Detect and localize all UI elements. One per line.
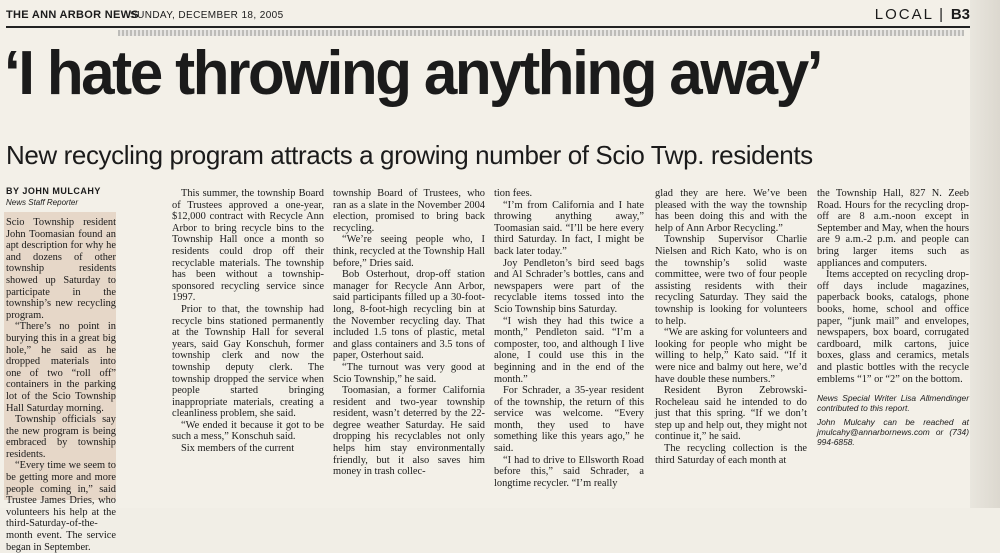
header-rule: [6, 26, 970, 28]
article-column-1: [6, 217, 116, 553]
article-column-6: [817, 188, 969, 447]
headline: ‘I hate throwing anything away’: [4, 39, 822, 108]
paragraph: “I’m from California and I hate throwing anything away,” Toomasian said. “I’ll be here every third Saturday. In fact, I might be back later today.”: [494, 199, 644, 257]
paragraph: the Township Hall, 827 N. Zeeb Road. Hours for the recycling drop-off are 8 a.m.-noon except in September and May, when the hours are 9 a.m.-2 p.m. and people can bring larger items such as appliances and computers.: [817, 188, 969, 269]
page-header: [6, 6, 970, 28]
paragraph: Items accepted on recycling drop-off days include magazines, paperback books, catalogs, phone books, home, school and office paper, “junk mail” and envelopes, newspapers, box board, corrugated cardboard, milk cartons, juice boxes, glass and ceramics, metals and plastic bottles with the recycle emblems “1” or “2” on the bottom.: [817, 269, 969, 385]
paragraph: “We are asking for volunteers and looking for people who might be willing to help,” Kato said. “If it were nice and balmy out here, we’d have double these numbers.”: [655, 327, 807, 385]
header-separator: |: [939, 6, 943, 23]
publication-date: SUNDAY, DECEMBER 18, 2005: [130, 10, 284, 21]
paragraph: Township officials say the new program is being embraced by township residents.: [6, 414, 116, 460]
byline-author: BY JOHN MULCAHY: [6, 186, 101, 196]
decorative-band: [118, 30, 964, 36]
paragraph: “Every time we seem to be getting more and more people coming in,” said Trustee James Dries, who volunteers his help at the third-Saturday-of-the-month event. The service began in September.: [6, 460, 116, 553]
byline: [6, 186, 114, 207]
article-column-2: [172, 188, 324, 455]
page-number: B3: [950, 6, 970, 23]
paragraph: For Schrader, a 35-year resident of the township, the return of this service was welcome. “Every month, they used to have something like this years ago,” he said.: [494, 385, 644, 455]
paragraph: glad they are here. We’ve been pleased with the way the township has been doing this and with the help of Ann Arbor Recycling.”: [655, 188, 807, 234]
paragraph: Resident Byron Zebrowski-Rocheleau said he intended to do just that this spring. “If we don’t step up and help out, they might not continue it,” he said.: [655, 385, 807, 443]
paragraph: Toomasian, a former California resident and two-year township resident, wasn’t deterred by the 22-degree weather Saturday. He said dropping his recyclables not only helps him stay environmentally friendly, but it also saves him money in trash collec-: [333, 385, 485, 478]
paragraph: township Board of Trustees, who ran as a slate in the November 2004 election, promised to bring back recycling.: [333, 188, 485, 234]
paragraph: Six members of the current: [181, 443, 295, 455]
paragraph: This summer, the township Board of Trustees approved a one-year, $12,000 contract with Recycle Ann Arbor to bring recycle bins to the Township Hall once a month so residents could drop off their recyclable materials. The township has been without a township-sponsored recycling service since 1997.: [172, 188, 324, 304]
paragraph: Bob Osterhout, drop-off station manager for Recycle Ann Arbor, said participants filled up a 30-foot-long, 8-foot-high recycling bin at the November recycling day. That included 1.5 tons of plastic, metal and glass containers and 3.5 tons of paper, Osterhout said.: [333, 269, 485, 362]
paragraph: Township Supervisor Charlie Nielsen and Rich Kato, who is on the township’s solid waste committee, were two of four people assisting residents with their recycling Saturday. They said the township is looking for volunteers to help.: [655, 234, 807, 327]
author-contact: John Mulcahy can be reached at jmulcahy@annarbornews.com or (734) 994-6858.: [817, 417, 969, 448]
section-name: LOCAL: [874, 6, 934, 23]
paper-name: THE ANN ARBOR NEWS: [6, 9, 139, 21]
paragraph: “I wish they had this twice a month,” Pendleton said. “I’m a composter, too, and although I live alone, I could use this in the beginning and in the end of the month.”: [494, 315, 644, 385]
paragraph: “We’re seeing people who, I think, recycled at the Township Hall before,” Dries said.: [333, 234, 485, 269]
article-column-3: [333, 188, 485, 478]
paragraph: “I had to drive to Ellsworth Road before this,” said Schrader, a longtime recycler. “I’m really: [494, 454, 644, 489]
paragraph: Scio Township resident John Toomasian found an apt description for why he and dozens of other township residents showed up Saturday to participate in the township’s new recycling program.: [6, 217, 116, 321]
paragraph: The recycling collection is the third Saturday of each month at: [655, 443, 807, 466]
paragraph: Joy Pendleton’s bird seed bags and Al Schrader’s bottles, cans and newspapers were part of the recyclable items tossed into the Scio Township bins Saturday.: [494, 257, 644, 315]
paragraph: “There’s no point in burying this in a great big hole,” he said as he dropped materials into one of two “roll off” containers in the parking lot of the Scio Township Hall Saturday morning.: [6, 321, 116, 414]
paragraph: “We ended it because it got to be such a mess,” Konschuh said.: [172, 419, 324, 443]
article-column-4: [494, 188, 644, 489]
paragraph: tion fees.: [494, 188, 533, 199]
page-edge: [970, 0, 1000, 508]
article-column-5: [655, 188, 807, 466]
paragraph: Prior to that, the township had recycle bins stationed permanently at the Township Hall for several years, said Gay Konschuh, former township clerk and now the township deputy clerk. The township dropped the service when people started bringing inappropriate materials, creating a cleanliness problem, she said.: [172, 303, 324, 420]
paragraph: “The turnout was very good at Scio Township,” he said.: [333, 361, 485, 385]
subheadline: New recycling program attracts a growing number of Scio Twp. residents: [6, 140, 813, 170]
contributor-credit: News Special Writer Lisa Allmendinger contributed to this report.: [817, 393, 969, 414]
byline-role: News Staff Reporter: [6, 198, 79, 207]
